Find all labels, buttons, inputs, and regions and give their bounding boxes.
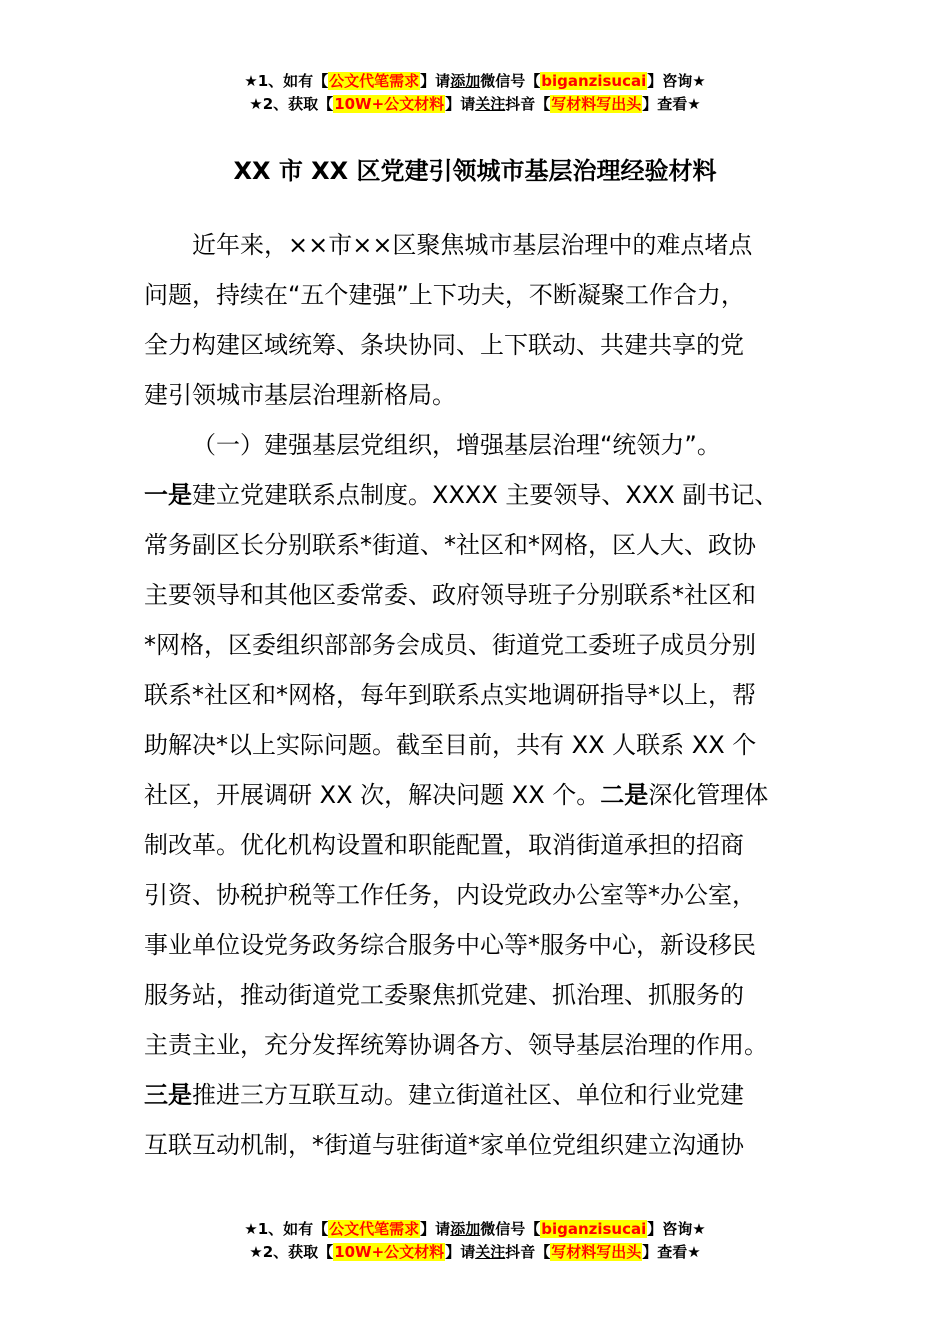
body-line: [144, 1070, 806, 1120]
promo-wechat-id: biganzisucai: [541, 1220, 647, 1238]
body-text-run: 建立党建联系点制度。XXXX 主要领导、XXX 副书记、: [192, 481, 779, 509]
promo-line-2: [0, 93, 950, 116]
body-line: 联系*社区和*网格，每年到联系点实地调研指导*以上，帮: [144, 681, 756, 709]
lead-word: 一是: [144, 481, 192, 509]
body-line: 主要领导和其他区委常委、政府领导班子分别联系*社区和: [144, 581, 756, 609]
promo-text: 】咨询★: [647, 1220, 706, 1238]
promo-banner-bottom: [0, 1218, 950, 1264]
body-text-run: 推进三方互联互动。建立街道社区、单位和行业党建: [192, 1081, 744, 1109]
section-heading: （一）建强基层党组织，增强基层治理“统领力”。: [192, 431, 721, 459]
promo-highlight: 公文代笔需求: [329, 1220, 420, 1238]
promo-text: ★2、获取【: [249, 1243, 334, 1261]
body-line: 近年来，××市××区聚焦城市基层治理中的难点堵点: [192, 231, 753, 259]
body-line: [144, 770, 806, 820]
body-line: 引资、协税护税等工作任务，内设党政办公室等*办公室，: [144, 881, 756, 909]
promo-underline: 添加: [450, 72, 481, 90]
body-line: 互联互动机制，*街道与驻街道*家单位党组织建立沟通协: [144, 1131, 744, 1159]
promo-text: ★2、获取【: [249, 95, 334, 113]
promo-banner-top: [0, 70, 950, 116]
promo-line-2: [0, 1241, 950, 1264]
promo-text: ★1、如有【: [244, 1220, 329, 1238]
body-line: 助解决*以上实际问题。截至目前，共有 XX 人联系 XX 个: [144, 731, 757, 759]
promo-text: 】查看★: [642, 1243, 701, 1261]
body-line: 服务站，推动街道党工委聚焦抓党建、抓治理、抓服务的: [144, 981, 744, 1009]
promo-text: 】咨询★: [647, 72, 706, 90]
document-title: XX 市 XX 区党建引领城市基层治理经验材料: [233, 157, 717, 185]
promo-line-1: [0, 70, 950, 93]
body-line: 问题，持续在“五个建强”上下功夫，不断凝聚工作合力，: [144, 281, 745, 309]
body-line: 建引领城市基层治理新格局。: [144, 381, 456, 409]
promo-text: 抖音【: [505, 1243, 551, 1261]
body-line: 制改革。优化机构设置和职能配置，取消街道承担的招商: [144, 831, 744, 859]
document-body: [144, 220, 806, 1170]
promo-douyin-id: 写材料写出头: [551, 1243, 642, 1261]
promo-underline: 关注: [475, 1243, 506, 1261]
promo-douyin-id: 写材料写出头: [551, 95, 642, 113]
promo-wechat-id: biganzisucai: [541, 72, 647, 90]
promo-text: 】请: [445, 1243, 476, 1261]
promo-text: 】查看★: [642, 95, 701, 113]
lead-word: 三是: [144, 1081, 192, 1109]
body-line: 事业单位设党务政务综合服务中心等*服务中心，新设移民: [144, 931, 756, 959]
promo-text: 】请: [420, 1220, 451, 1238]
lead-word: 二是: [600, 781, 649, 809]
promo-highlight: 公文代笔需求: [329, 72, 420, 90]
body-line: [144, 470, 806, 520]
promo-text: 抖音【: [505, 95, 551, 113]
promo-line-1: [0, 1218, 950, 1241]
body-line: 主责主业，充分发挥统筹协调各方、领导基层治理的作用。: [144, 1031, 768, 1059]
body-line: 全力构建区域统筹、条块协同、上下联动、共建共享的党: [144, 331, 744, 359]
promo-text: 】请: [420, 72, 451, 90]
promo-underline: 关注: [475, 95, 506, 113]
promo-highlight: 10W+公文材料: [334, 1243, 445, 1261]
promo-underline: 添加: [450, 1220, 481, 1238]
body-line: *网格，区委组织部部务会成员、街道党工委班子成员分别: [144, 631, 756, 659]
body-text-run: 深化管理体: [648, 781, 769, 809]
promo-highlight: 10W+公文材料: [334, 95, 445, 113]
promo-text: 微信号【: [480, 1220, 541, 1238]
body-text-run: 社区，开展调研 XX 次，解决问题 XX 个。: [144, 781, 601, 809]
body-line: 常务副区长分别联系*街道、*社区和*网格，区人大、政协: [144, 531, 756, 559]
promo-text: 】请: [445, 95, 476, 113]
promo-text: 微信号【: [480, 72, 541, 90]
promo-text: ★1、如有【: [244, 72, 329, 90]
